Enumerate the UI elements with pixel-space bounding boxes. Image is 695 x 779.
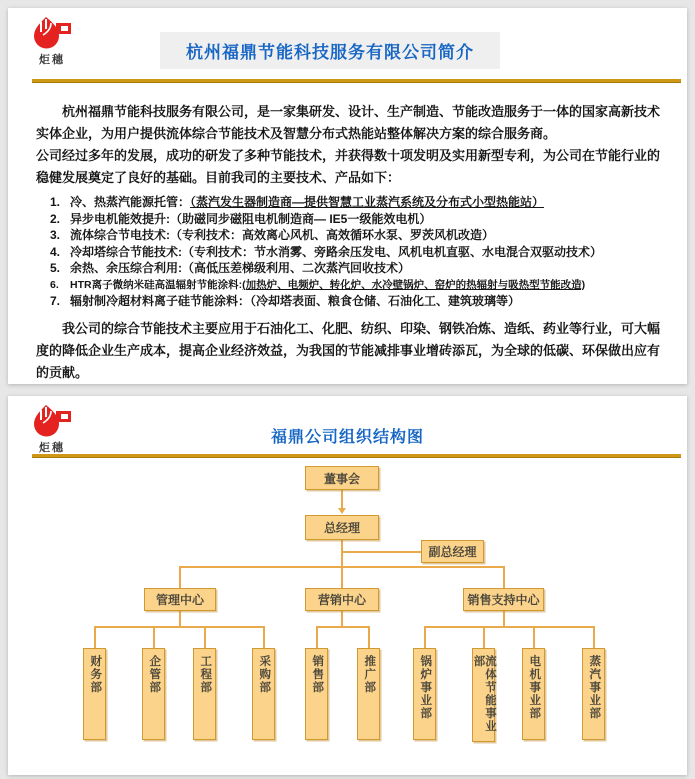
list-item-2 — [36, 211, 661, 228]
org-node-dgm: 副总经理 — [421, 540, 484, 563]
list-number: 5. — [50, 261, 61, 275]
connector — [179, 566, 505, 568]
connector — [204, 626, 206, 648]
arrow-down-icon — [338, 508, 346, 514]
brand-text: 炬穗 — [39, 54, 65, 66]
intro-closing-paragraph: 我公司的综合节能技术主要应用于石油化工、化肥、纺织、印染、钢铁冶炼、造纸、药业等行业，可大幅度的降低企业生产成本，提高企业经济效益，为我国的节能减排事业增砖添瓦，为全球的低碳、环保做出应有的贡献。 — [36, 320, 661, 380]
list-number: 4. — [50, 244, 61, 259]
connector — [263, 626, 265, 648]
intro-paragraph-2: 公司经过多年的发展，成功的研发了多种节能技术，并获得数十项发明及实用新型专利，为公司在节能行业的稳健发展奠定了良好的基础。目前我司的主要技术、产品如下： — [36, 148, 661, 185]
org-node-dept-finance: 财务部 — [83, 648, 106, 740]
list-item-7 — [36, 293, 661, 310]
intro-body — [8, 83, 687, 384]
connector — [483, 626, 485, 648]
org-page-title: 福鼎公司组织结构图 — [270, 429, 424, 446]
connector — [424, 626, 595, 628]
list-head: 流体综合节电技术: — [70, 228, 170, 242]
list-item-6 — [36, 277, 661, 294]
intro-paragraph-1: 杭州福鼎节能科技服务有限公司，是一家集研发、设计、生产制造、节能改造服务于一体的国家高新技术实体企业，为用户提供流体综合节能技术及智慧分布式热能站整体解决方案的综合服务商。 — [36, 104, 661, 141]
intro-page-title: 杭州福鼎节能科技服务有限公司简介 — [186, 43, 474, 62]
connector — [94, 626, 265, 628]
list-detail: （高低压差梯级利用、二次蒸汽回收技术） — [182, 261, 411, 275]
product-list — [36, 194, 661, 310]
list-head: 辐射制冷超材料离子硅节能涂料： — [70, 294, 251, 308]
connector — [153, 626, 155, 648]
brand-text: 炬穗 — [39, 442, 65, 454]
connector — [316, 626, 370, 628]
list-detail: （助磁同步磁阻电机制造商— IE5一级能效电机） — [170, 211, 432, 226]
list-head: 冷、热蒸汽能源托管： — [70, 195, 191, 209]
org-node-dept-sales: 销售部 — [305, 648, 328, 740]
intro-page — [8, 8, 687, 384]
connector — [593, 626, 595, 648]
connector — [533, 626, 535, 648]
org-node-dept-engineering: 工程部 — [193, 648, 216, 740]
list-detail: （专利技术：高效离心风机、高效循环水泵、罗茨风机改造） — [170, 228, 495, 242]
list-number: 3. — [50, 228, 61, 242]
connector — [341, 540, 343, 588]
connector — [342, 551, 421, 553]
org-node-center-support: 销售支持中心 — [463, 588, 544, 611]
org-node-dept-boiler: 锅炉事业部 — [413, 648, 436, 740]
connector — [424, 626, 426, 648]
org-node-center-mkt: 营销中心 — [305, 588, 379, 611]
list-detail: （蒸汽发生器制造商—提供智慧工业蒸汽系统及分布式小型热能站） — [190, 195, 545, 209]
connector — [179, 566, 181, 588]
list-number: 2. — [50, 211, 61, 226]
org-node-gm: 总经理 — [305, 515, 379, 540]
list-head: 异步电机能效提升: — [70, 211, 170, 226]
org-node-dept-procurement: 采购部 — [252, 648, 275, 740]
org-node-board: 董事会 — [305, 466, 379, 490]
connector — [341, 490, 343, 509]
org-chart — [8, 396, 687, 775]
connector — [94, 626, 96, 648]
list-detail: （冷却塔表面、粮食仓储、石油化工、建筑玻璃等） — [250, 294, 521, 308]
list-detail: （专利技术：节水消雾、旁路余压发电、风机电机直驱、水电混合双驱动技术） — [182, 244, 603, 259]
org-chart-page — [8, 396, 687, 775]
list-item-5 — [36, 260, 661, 277]
connector — [368, 626, 370, 648]
list-detail: (加热炉、电频炉、转化炉、水冷壁锅炉、窑炉的热辐射与吸热型节能改造) — [242, 278, 586, 291]
org-node-dept-motor: 电机事业部 — [522, 648, 545, 740]
org-node-dept-steam: 蒸汽事业部 — [582, 648, 605, 740]
list-head: 余热、余压综合利用: — [70, 261, 182, 275]
org-node-dept-promotion: 推广部 — [357, 648, 380, 740]
connector — [503, 566, 505, 588]
intro-title-block — [160, 32, 500, 69]
list-number: 7. — [50, 294, 61, 308]
list-item-4 — [36, 244, 661, 261]
flame-logo-icon — [32, 16, 72, 50]
org-node-dept-enterprise: 企管部 — [142, 648, 165, 740]
list-head: 冷却塔综合节能技术: — [70, 244, 182, 259]
list-number: 1. — [50, 195, 61, 209]
list-head: HTR离子微纳米硅高温辐射节能涂料: — [70, 278, 243, 291]
org-node-dept-fluid: 流体节能事业部 — [472, 648, 495, 742]
company-logo — [26, 16, 78, 67]
list-item-3 — [36, 227, 661, 244]
list-item-1 — [36, 194, 661, 211]
org-node-center-mgmt: 管理中心 — [144, 588, 216, 611]
list-number: 6. — [50, 278, 59, 291]
connector — [316, 626, 318, 648]
